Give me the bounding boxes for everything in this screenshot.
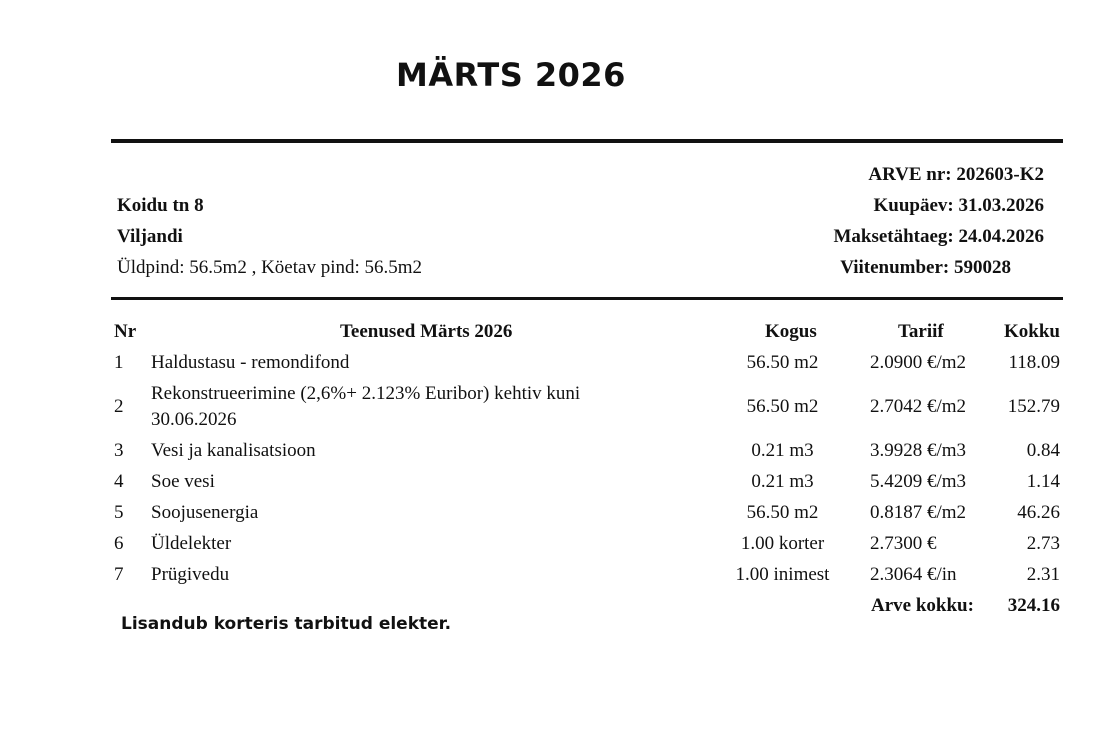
row-4-tariff: 5.4209 €/m3 bbox=[870, 471, 967, 492]
row-4-nr: 4 bbox=[114, 471, 124, 492]
row-1-nr: 1 bbox=[114, 352, 124, 373]
row-5-total: 46.26 bbox=[1017, 502, 1060, 523]
header-divider bbox=[111, 297, 1063, 300]
row-3-nr: 3 bbox=[114, 440, 124, 461]
row-4-total: 1.14 bbox=[1026, 471, 1060, 492]
col-header-qty: Kogus bbox=[765, 321, 817, 342]
invoice-date: Kuupäev: 31.03.2026 bbox=[873, 195, 1044, 216]
top-divider bbox=[111, 139, 1063, 143]
electricity-note: Lisandub korteris tarbitud elekter. bbox=[121, 614, 452, 634]
address-area: Üldpind: 56.5m2 , Köetav pind: 56.5m2 bbox=[117, 257, 423, 278]
invoice-sum-label: Arve kokku: bbox=[871, 595, 974, 616]
row-5-service: Soojusenergia bbox=[151, 502, 259, 523]
col-header-service: Teenused Märts 2026 bbox=[340, 321, 513, 342]
row-2-qty: 56.50 m2 bbox=[746, 396, 819, 417]
address-city: Viljandi bbox=[117, 226, 183, 247]
row-1-total: 118.09 bbox=[1008, 352, 1060, 373]
row-2-tariff: 2.7042 €/m2 bbox=[870, 396, 967, 417]
row-5-tariff: 0.8187 €/m2 bbox=[870, 502, 967, 523]
col-header-total: Kokku bbox=[1004, 321, 1060, 342]
row-4-qty: 0.21 m3 bbox=[751, 471, 814, 492]
row-2-total: 152.79 bbox=[1007, 396, 1060, 417]
col-header-tariff: Tariif bbox=[898, 321, 944, 342]
page-title: MÄRTS 2026 bbox=[396, 56, 626, 94]
invoice-due-date: Maksetähtaeg: 24.04.2026 bbox=[833, 226, 1044, 247]
row-2-nr: 2 bbox=[114, 396, 124, 417]
row-7-total: 2.31 bbox=[1026, 564, 1060, 585]
invoice-number: ARVE nr: 202603-K2 bbox=[868, 164, 1044, 185]
row-5-nr: 5 bbox=[114, 502, 124, 523]
row-4-service: Soe vesi bbox=[151, 471, 215, 492]
row-6-service: Üldelekter bbox=[151, 533, 232, 554]
row-7-qty: 1.00 inimest bbox=[735, 564, 830, 585]
row-7-service: Prügivedu bbox=[151, 564, 230, 585]
row-6-total: 2.73 bbox=[1026, 533, 1060, 554]
row-6-qty: 1.00 korter bbox=[740, 533, 825, 554]
row-6-tariff: 2.7300 € bbox=[870, 533, 937, 554]
row-2-service: Rekonstrueerimine (2,6%+ 2.123% Euribor) kehtiv kuni 30.06.2026 bbox=[151, 383, 581, 430]
col-header-nr: Nr bbox=[114, 321, 137, 342]
invoice-sum-value: 324.16 bbox=[1007, 595, 1060, 616]
row-1-service: Haldustasu - remondifond bbox=[151, 352, 350, 373]
row-3-total: 0.84 bbox=[1026, 440, 1060, 461]
row-3-qty: 0.21 m3 bbox=[751, 440, 814, 461]
address-street: Koidu tn 8 bbox=[117, 195, 204, 216]
row-1-tariff: 2.0900 €/m2 bbox=[870, 352, 967, 373]
row-3-service: Vesi ja kanalisatsioon bbox=[151, 440, 316, 461]
row-7-tariff: 2.3064 €/in bbox=[870, 564, 957, 585]
row-5-qty: 56.50 m2 bbox=[746, 502, 819, 523]
row-1-qty: 56.50 m2 bbox=[746, 352, 819, 373]
row-7-nr: 7 bbox=[114, 564, 124, 585]
invoice-reference: Viitenumber: 590028 bbox=[840, 257, 1011, 278]
row-3-tariff: 3.9928 €/m3 bbox=[870, 440, 967, 461]
row-6-nr: 6 bbox=[114, 533, 124, 554]
